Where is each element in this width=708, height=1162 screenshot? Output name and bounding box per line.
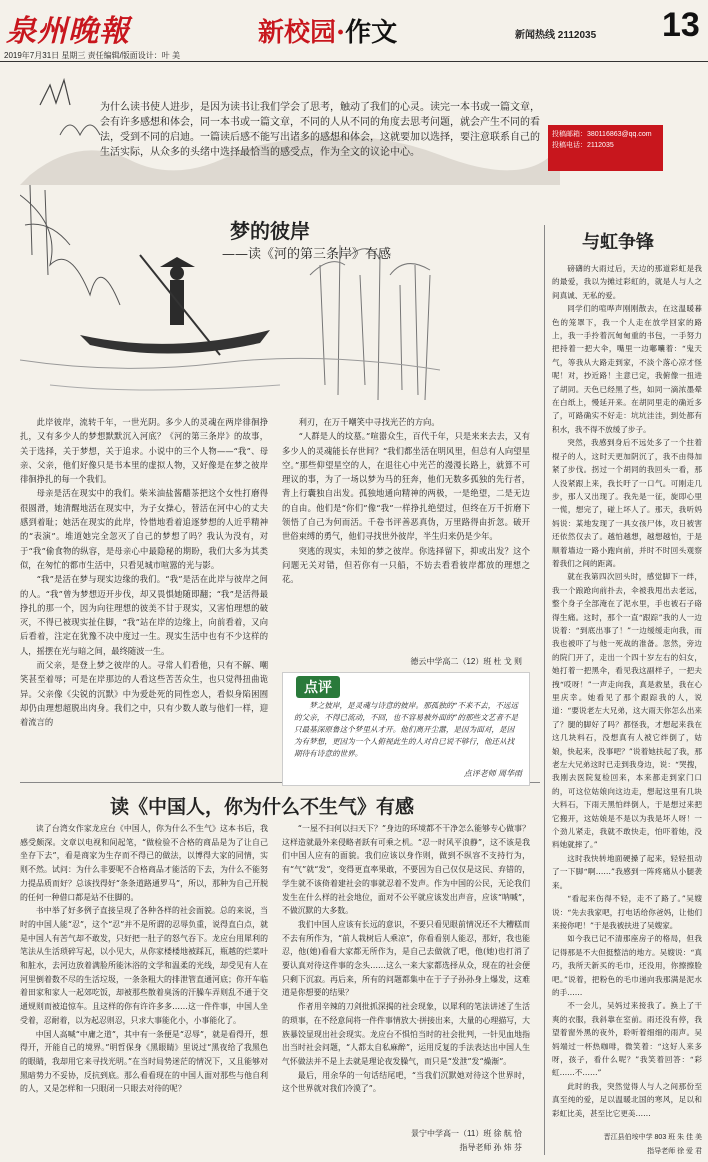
paragraph: 我们中国人应该有长远的意识，不要只看见眼前情况还不大糟糕而不去有所作为，“前人栽树后人乘凉”，你看看别人能忍，那好，我也能忍，他(她)看看大家都无所作为，是自己去做就了吧，他(她)也打消了要认真对待这件事的念头……这么一来大家都选择从众，现在的社会便只剩下沉寂。再后来，所有的问题都集中在于子子孙孙身上爆发，这难道是你想要的结果？ [282, 919, 530, 998]
page-number: 13 [662, 6, 700, 44]
paragraph: “人群是人的坟墓。”喧嚣众生，百代千年，只是来来去去，又有多少人的灵魂能长存世间？“我们都坐活在明风里，但总有人向望星空。”那些仰望星空的人，在退往心中光芒的漫漫长路上，就算不可理议的事，为了一场以梦为马的狂奔，他们无数多孤独的先行者，背上行囊独自出发。孤独地通向精神的两极，一是绝望，二是无边的自由。他们是“你们”像“我”一样挣扎绝望过，但终在万千折磨下领悟了自己为何而活。千卷书评善恶真伪，万里路得由折忽。破开世俗束缚的勇气，他们寻找世外彼岸，半生归来仍是少年。 [282, 431, 530, 542]
section-title-b: 作文 [345, 18, 398, 48]
contact-box [548, 125, 663, 171]
intro-text: 为什么读书使人进步，是因为读书让我们学会了思考，触动了我们的心灵。读完一本书或一篇文章，会有许多感想和体会，同一本书或一篇文章，不同的人从不同的角度去思考问题，就会产生不同的看法，受到不同的启迪。一篇读后感不能写出诸多的感想和体会，这就要加以选择，要注意联系自己的生活实际，从众多的头绪中选择最恰当的感受点，作为全文的议论中心。 [100, 102, 540, 158]
paragraph: “一屋不扫何以扫天下？”身边的环境都不干净怎么能够专心做事？这样造就最外来侵略者跃有可乘之机。“忍一时风平浪静”，这不该是我们中国人应有的面貌。我们应该以身作则，做到不纵容不支持行为，有“气”就“发”，变得更直率果敢，不要因为自己仅仅是这民、弃错的，学生就不该倚着建社会的事就忍着不发声。作为中国的公民，无论我们发生在什么样的社会地位，面对不公平就应该发出声音，应该“呐喊”，不做沉默的大多数。 [282, 824, 530, 916]
paragraph: 书中举了好多例子直接呈现了各种各样的社会面貌。总的来说，当时的中国人能“忍”，这个“忍”并不是所谓的忍辱负重，说得直白点，就是中国人有苦气却不敢发，只好把一肚子的怒气吞下。龙应台用犀利的笔法从生活琐碎写起，以小见大，从你家楼楼地被踩瓦，瓶越的烂菜叶和脏水，去河边放着满脸所能沐浴的文学和温柔的光线，却受见有人在河里倒着数不尽的生活垃圾，一条条粗大的排泄管直通河底；你开车临着田家和家人一起郊吃饭，却被那些散着臭汤的汗臊车弄则乱不通于交通规则而被追惊车。且这样的你有许许多多……这一件件事，中国人坐受着，忍耐着，以为起忍则忍，只求大事能化小，小事能化了。 [20, 906, 268, 1025]
comment-byline: 点评老师 周华雨 [463, 769, 522, 778]
section-title [258, 12, 397, 49]
date-line: 2019年7月31日 星期三 责任编辑/版面设计：叶 美 [4, 51, 181, 60]
paragraph: 突逃的现实，未知的梦之彼岸。你选择留下，抑或出发？这个问题无关对错，但若你有一只船，不妨去看看彼岸都放的理想之花。 [282, 545, 530, 585]
article1-title: 梦的彼岸 [230, 219, 310, 243]
masthead [0, 0, 708, 62]
article3-title: 与虹争锋 [582, 232, 654, 253]
newspaper-logo: 泉州晚報 [6, 14, 130, 49]
article1-subtitle: ——读《河的第三条岸》有感 [222, 247, 392, 262]
paragraph: 同学们的喧哗声刚刚散去，在这温暖暮色的笼罩下，我一个人走在放学回家的路上，我一手拎着沉甸甸重的书包，一手努力把持着一把大伞，嘴里一边嘟囔着：“鬼天气，等我从大路走到家，不淡个落心凉才怪呢！对，抄近路！主意已定，我俯像一扭进了胡同。天色已经黑了些，如同一滴浓墨晕在白纸上，慢延开来。在胡同里走的确近多了，可路确实不好走：坑坑洼洼，到处都有积水，我不得不放缓了步子。 [552, 304, 702, 434]
paragraph: 这时我快转地面硬搡了起来，轻轻扭动了一下脚“啊……”我感到一阵疼痛从小腿袭来。 [552, 853, 702, 890]
paragraph: 不一会儿，吴妈过来接我了。换上了干爽的衣服，我斜靠在室前。雨还没有停，我望着窗外黑的夜外，聆听着细细的雨声。吴妈端过一杯热咖啡，微笑着：“这好人来多呀，孩子，看什么呢？”我笑着回答：“彩虹……不……” [552, 1001, 702, 1078]
paragraph: 此时的我，突然觉得人与人之间那份至真至纯的爱，足以温暖北国的寒风，足以和彩虹比美，甚至比它更美…… [552, 1081, 702, 1118]
article3-byline-school: 晋江县伯垵中学 803 班 朱 佳 美 [603, 1134, 702, 1141]
article2-col1 [20, 822, 268, 1096]
paragraph: “看起来伤得不轻，走不了路了。”吴嫂说：“先去我家吧，打电话给你爸妈，让他们来接你吧！”于是我被扶进了吴嫂家。 [552, 894, 702, 930]
paragraph: 如今我已记不清那座房子的格局，但我记得那是不大但挺整洁的地方。吴嫂说：“真巧，我所天新买的毛巾，还没用，你擦擦脸吧。”说着，把粉色的毛巾递向我那满是泥水的手…… [552, 934, 702, 997]
article1-byline: 德云中学高二（12）班 杜 戈 则 [410, 657, 522, 666]
paragraph: 中国人高喊“中庸之道”，其中有一条便是“忍辱”，就是看得开，想得开，开能自己的境界。”明哲保身《黑眼睛》里说过“黑夜给了我黑色的眼睛，我却用它来寻找光明。”在当时局势迷茫的情况下，又且能够对黑暗势力不妥协，反抗到底。那么看看现在的中国人面对那些与他自利的人，又是怎样和一只眼闭一只眼去对待的呢？ [20, 1029, 268, 1094]
section-title-dot: · [336, 18, 346, 48]
section-title-a: 新校园 [258, 18, 337, 48]
article3-byline-teacher: 指导老师 徐 爱 君 [647, 1148, 702, 1155]
paragraph: 此岸彼岸，流转千年，一世光阴。多少人的灵魂在两岸徘徊挣扎，又有多少人的梦想默默沉入河底？《河的第三条岸》的故事，关于选择，关于梦想，关于追求。小说中的三个人物——“我”、母亲、父亲，他们好像只是书本里的虚拟人物，又好像是在梦之彼岸徘徊挣扎的每一个我们。 [20, 417, 268, 485]
paragraph: 磅礴的大雨过后，天边的那道彩虹是我的最爱，我以为摊过彩虹的，就是人与人之间真诚、无私的爱。 [552, 264, 702, 300]
paragraph: “我”是活在梦与现实边缘的我们。“我”是活在此岸与彼岸之间的人。“我”曾为梦想迈开步伐，却又畏惧她随即翻；“我”是活得最挣扎的那一个，因为向往理想的彼美不甘于现实，又害怕理想的破灭，不得已被现实扯住脚，“我”站在岸的边缘上，向前看着，又向后看着，注定在犹豫不决中度过一生。现实生活中也有不少这样的人，摇摆在光与暗之间，最终随波一生。 [20, 574, 268, 656]
paragraph: 突然，我感到身后不远处多了一个拄着棍子的人，这时天更加阴沉了，我不由得加紧了步伐。拐过一个胡同的我回头一看，那人没紧跟上来，我长吁了一口气。可刚走几步，那人又出现了。我先是一征，旋即心里一慌，想完了，碰上坏人了。那天，我听妈妈说：某地发现了一具女孩尸体，攻日被害还依然仅去了。越怕越想，越想越怕，于是顺着墙边一路小跑向前，并时不时回头观察着我们之间的距离。 [552, 438, 702, 568]
column-divider [544, 225, 545, 1155]
article2-title: 读《中国人，你为什么不生气》有感 [110, 796, 415, 818]
paragraph: 读了台湾女作家龙应台《中国人，你为什么不生气》这本书后，我感受颇深。文章以电视和间起笔，“做检验不合格的商品是为了让自己坐存下去”，看是商家为生存而不得已的做法，以博得大家的同情，实则不然。试问：为什么非要呢不合格商品才能活的下去，为什么不能努力提品质而好？总该找得好“条条道路通罗马”，所以，那种为自己开脱的任何一种借口都是站不住脚的。 [20, 824, 268, 902]
article1-col2 [282, 415, 530, 587]
paragraph: 最后，用余华的一句话结尾吧，“当我们沉默她对待这个世界时，这个世界就对我们冷漠了”。 [282, 1070, 530, 1094]
article2-byline-school: 景宁中学高一（11）班 徐 航 恰 [411, 1129, 522, 1138]
paragraph: 作者用辛辣的刀剑批抓深揭的社会现象，以犀利的笔法讲述了生活的琐事，在不经意间将一件件事情放大·拼接出来，大量的心理描写，大族暴饺显现出社会现实。龙应台不惧怕当时的社会批判，一针见血地指出当时社会问题，“人都太自私麻醉”，运用反复的手法表达出中国人生气怀做法并不是上去就是理论夜发臊气，而只是“发泄”发“燥渐”。 [282, 1002, 530, 1066]
article1-col1 [20, 415, 268, 730]
news-hotline: 新闻热线 2112035 [515, 30, 597, 41]
article2-byline-teacher: 指导老师 孙 炜 芬 [459, 1143, 522, 1152]
contact-phone: 投稿电话：2112035 [552, 142, 614, 149]
article2-col2 [282, 822, 530, 1096]
contact-email: 投稿邮箱：380116863@qq.com [552, 131, 652, 138]
article3-body [552, 262, 702, 1120]
comment-heading: 点评 [296, 676, 340, 698]
paragraph: 利刃，在万千嘲笑中寻找光芒的方向。 [298, 417, 440, 427]
paragraph: 母亲是活在现实中的我们。柴米油盐酱醋茶把这个女性打磨得很圆滑，她清醒地活在现实中，为子女操心，替活在河中心的丈夫感到着耻；她活在现实的此岸，怜惜地看着追逐梦想的人近乎精神的“表演”。堆道她完全忽灭了自己的梦想了吗？我认为没有，对于“我”偷食物的纵容，是母亲心中最隐秘的期盼，我们大多为其类似，在匆忙的都市生活中，只看见城市喧嚣的光与影。 [20, 488, 268, 570]
comment-text: 梦之彼岸，是灵魂与诗意的彼岸。那孤独的“不来不去，不远远的父亲，不得已流动，不回，也不容易被外面的”的那些文艺者不是只最基深原鲁这个梦里从才开。他们离开尘嚣，是因为面对，是因为有梦想，更因为一个人俯视此生的人对自已说不够行，他还从找期待有诗意的世界。 [294, 701, 519, 758]
paragraph: 就在我第四次回头时，感觉脚下一绊，我一个踉跄向前扑去，伞被我甩出去老远，整个身子全部淹在了泥水里，手也被石子硌得生痛。这时，那个一直“跟踪”我的人一边说着：“到底出事了！”一边缓缓走向我，而我也被吓了与他一死战的准备。忽然，旁边的院门开了，走出一个四十岁左右的妇女，她打着一把黑伞，看见我这副样子，一把夫拽“哎呀！”一声走向我，真是救星，我在心里庆幸。她看见了那个跟踪我的人，说道：“要说老左大兄弟，这大雨天你怎么出来了？腿的脚好了吗？都怪我，才想起来我在这几块料石，没想真有人被它绊倒了，姑娘，快起来，没事吧？”说着她扶起了我，那老左大兄弟这时已走到我身边，说：“哭搜，我刚去医院复检回来，本来都走到家门口的，可这位姑娘向这边走，想起这里有几块大料石，下雨天黑怕绊倒人，于是想过来把它搬开，这姑娘是不是以为我是坏人呀！一个劲儿紧走，我就不敢快走，怕吓着她，没料她就摔了。” [552, 572, 702, 850]
header-rule [0, 61, 708, 62]
paragraph: 而父亲，是登上梦之彼岸的人。寻常人们看他，只有不解、嘲笑甚至着辱；可是在岸那边的人看这些苦苦众生，也只觉得扭曲诡异。父亲像《尖锐的沉默》中为爱赴死的同性恋人，看似身陷困囿却仍由理想超脱出肉身。我们之中，只有少数人敢与他们一样，迎着流言的 [20, 660, 268, 728]
